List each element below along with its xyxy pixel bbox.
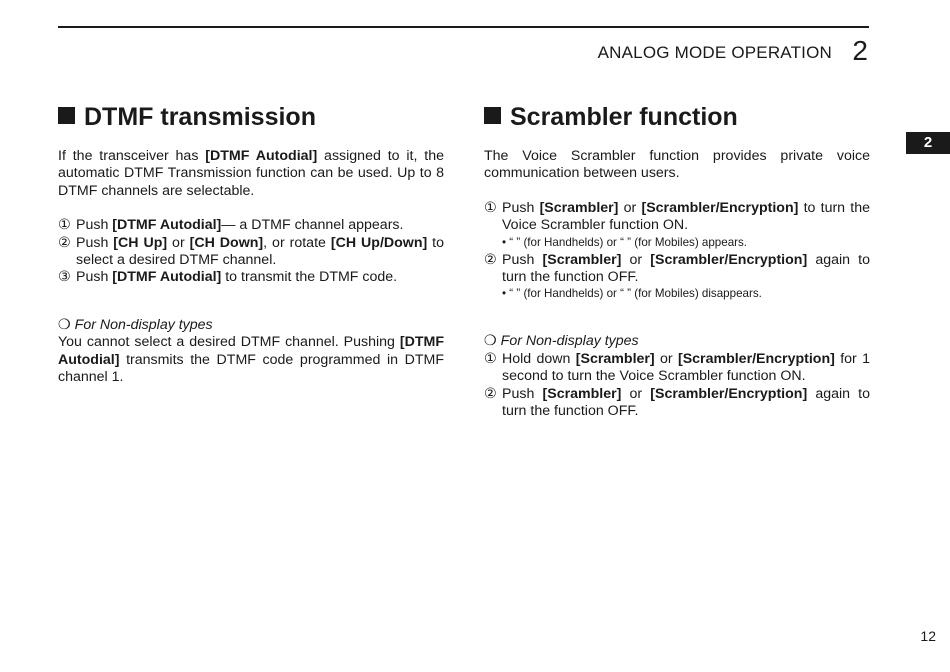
scrambler-nd-step-1: ① Hold down [Scrambler] or [Scrambler/Encryption] for 1 second to turn the Voice Scrambler function ON. [484, 350, 870, 385]
scrambler-nondisplay-title: ❍ For Non-display types [484, 333, 639, 350]
chapter-number: 2 [852, 35, 868, 66]
header-rule [58, 26, 869, 28]
dtmf-step-1: ① Push [DTMF Autodial]— a DTMF channel appears. [58, 217, 404, 234]
dtmf-heading: DTMF transmission [58, 100, 444, 134]
square-bullet-icon [58, 107, 75, 124]
chapter-title: ANALOG MODE OPERATION [597, 43, 832, 62]
scrambler-bullet-disappears: • “ ” (for Handhelds) or “ ” (for Mobiles) disappears. [502, 287, 762, 301]
dtmf-nondisplay-title: ❍ For Non-display types [58, 316, 213, 333]
square-bullet-icon [484, 107, 501, 124]
dtmf-step-3: ③ Push [DTMF Autodial] to transmit the DTMF code. [58, 269, 398, 286]
dtmf-intro: If the transceiver has [DTMF Autodial] assigned to it, the automatic DTMF Transmission function can be used. Up to 8 DTMF channels are selectable. [58, 148, 444, 199]
scrambler-step-2: ② Push [Scrambler] or [Scrambler/Encryption] again to turn the function OFF. [484, 251, 871, 286]
dtmf-section [58, 100, 444, 386]
chapter-side-tab: 2 [906, 132, 950, 154]
scrambler-bullet-appears: • “ ” (for Handhelds) or “ ” (for Mobiles) appears. [502, 235, 748, 249]
dtmf-nondisplay-text: You cannot select a desired DTMF channel. Pushing [DTMF Autodial] transmits the DTMF code programmed in DTMF channel 1. [58, 334, 444, 386]
scrambler-heading: Scrambler function [484, 100, 870, 134]
scrambler-step-1: ① Push [Scrambler] or [Scrambler/Encryption] to turn the Voice Scrambler function ON. [484, 199, 871, 234]
dtmf-step-2: ② Push [CH Up] or [CH Down], or rotate [CH Up/Down] to select a desired DTMF channel. [58, 234, 445, 269]
scrambler-nd-step-2: ② Push [Scrambler] or [Scrambler/Encryption] again to turn the function OFF. [484, 385, 871, 420]
scrambler-intro: The Voice Scrambler function provides private voice communication between users. [484, 148, 870, 182]
scrambler-section [484, 100, 870, 420]
page-number: 12 [920, 628, 936, 644]
